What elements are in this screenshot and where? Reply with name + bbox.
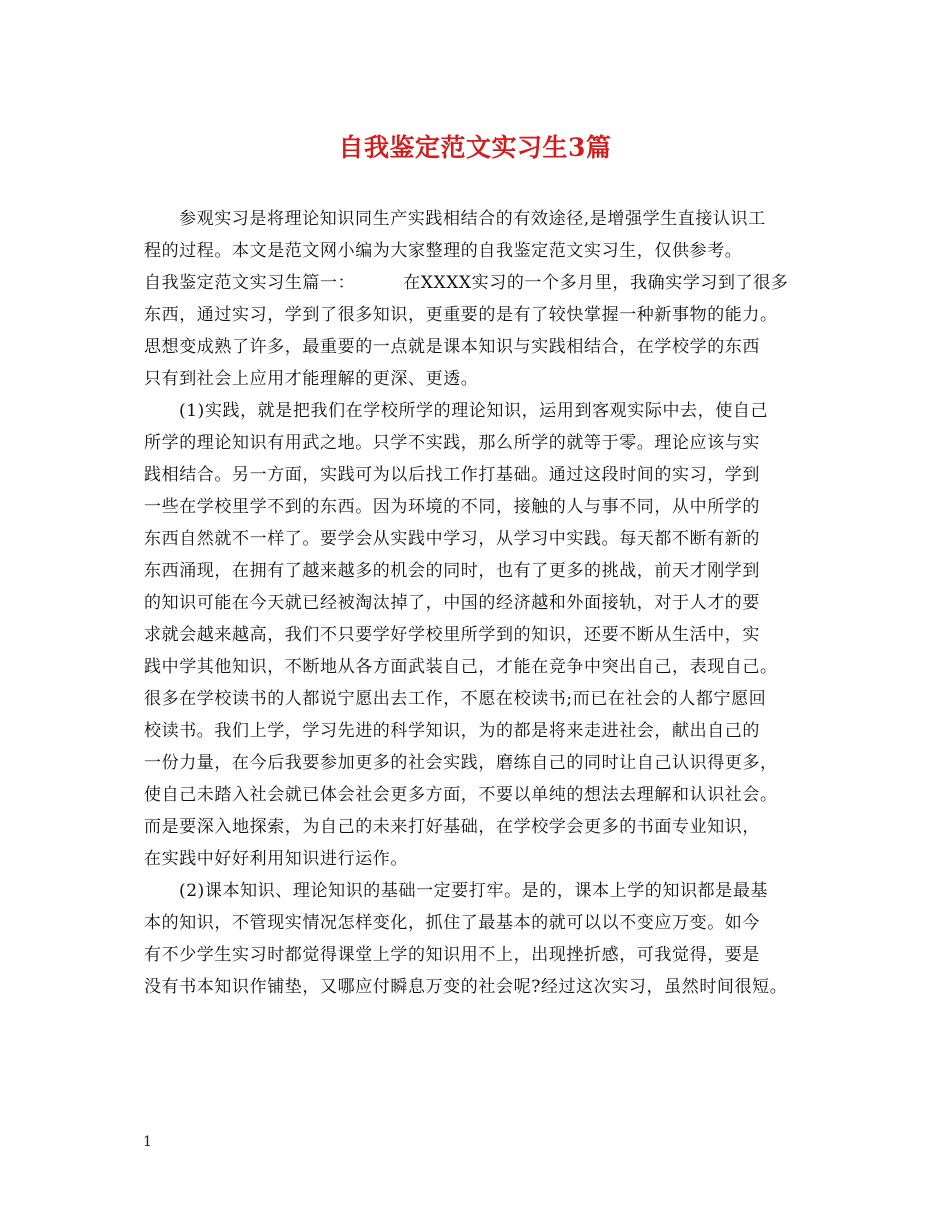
paragraph-line: 一些在学校里学不到的东西。因为环境的不同，接触的人与事不同，从中所学的 [144,497,760,517]
paragraph-line: 只有到社会上应用才能理解的更深、更透。 [144,369,479,389]
paragraph-line: 程的过程。本文是范文网小编为大家整理的自我鉴定范文实习生，仅供参考。 [144,241,743,261]
paragraph-line: 东西自然就不一样了。要学会从实践中学习，从学习中实践。每天都不断有新的 [144,529,760,549]
paragraph-line: 所学的理论知识有用武之地。只学不实践，那么所学的就等于零。理论应该与实 [144,433,760,453]
paragraph-line: 的知识可能在今天就已经被淘汰掉了，中国的经济越和外面接轨，对于人才的要 [144,593,760,613]
paragraph-line: 使自己未踏入社会就已体会社会更多方面，不要以单纯的想法去理解和认识社会。 [144,785,778,805]
paragraph-line: (1)实践，就是把我们在学校所学的理论知识，运用到客观实际中去，使自己 [179,401,769,421]
paragraph-line: 东西涌现，在拥有了越来越多的机会的同时，也有了更多的挑战，前天才刚学到 [144,561,760,581]
paragraph-line [144,267,812,299]
paragraph-line: 有不少学生实习时都觉得课堂上学的知识用不上，出现挫折感，可我觉得，要是 [144,945,760,965]
paragraph-line: 践中学其他知识，不断地从各方面武装自己，才能在竞争中突出自己，表现自己。 [144,657,778,677]
paragraph-line: 本的知识，不管现实情况怎样变化，抓住了最基本的就可以以不变应万变。如今 [144,913,760,933]
paragraph-line: 而是要深入地探索，为自己的未来打好基础，在学校学会更多的书面专业知识， [144,817,760,837]
section-heading: 自我鉴定范文实习生篇一： [144,273,356,293]
paragraph-line: 东西，通过实习，学到了很多知识，更重要的是有了较快掌握一种新事物的能力。 [144,305,778,325]
paragraph-line: 校读书。我们上学，学习先进的科学知识，为的都是将来走进社会，献出自己的 [144,721,760,741]
paragraph-line: 参观实习是将理论知识同生产实践相结合的有效途径,是增强学生直接认识工 [179,209,766,229]
paragraph-line: 求就会越来越高，我们不只要学好学校里所学到的知识，还要不断从生活中，实 [144,625,760,645]
page-number: 1 [143,1134,152,1150]
paragraph-line: 很多在学校读书的人都说宁愿出去工作，不愿在校读书;而已在社会的人都宁愿回 [144,689,767,709]
paragraph-line: 一份力量，在今后我要参加更多的社会实践，磨练自己的同时让自己认识得更多， [144,753,778,773]
paragraph-line: 没有书本知识作铺垫，又哪应付瞬息万变的社会呢?经过这次实习，虽然时间很短。 [144,977,788,997]
paragraph-text: 在XXXX实习的一个多月里，我确实学习到了很多 [403,273,789,293]
paragraph-line: 在实践中好好利用知识进行运作。 [144,849,408,869]
paragraph-line: (2)课本知识、理论知识的基础一定要打牢。是的，课本上学的知识都是最基 [179,881,769,901]
paragraph-line: 思想变成熟了许多，最重要的一点就是课本知识与实践相结合，在学校学的东西 [144,337,760,357]
document-title: 自我鉴定范文实习生3篇 [338,133,612,162]
paragraph-line: 践相结合。另一方面，实践可为以后找工作打基础。通过这段时间的实习，学到 [144,465,760,485]
document-body [144,203,812,1003]
